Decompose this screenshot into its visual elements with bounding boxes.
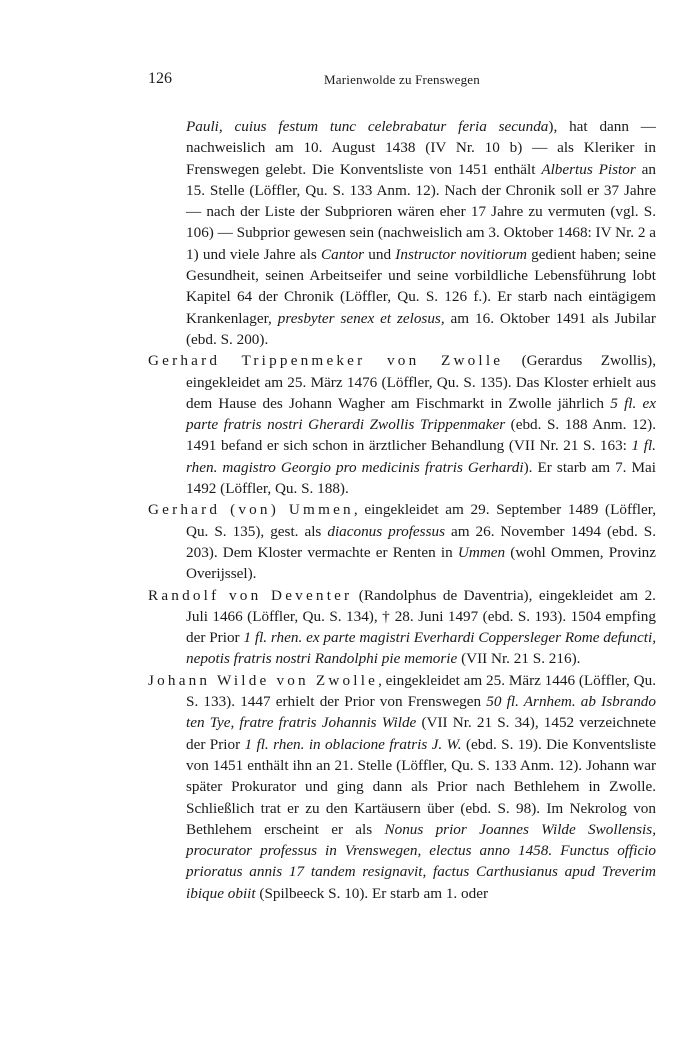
entry-continuation: [148, 116, 656, 350]
text-run: , eingekleidet am 29. September 1489 (Löffler, Qu. S. 135), gest. als: [186, 501, 656, 540]
entry-randolf-deventer: [148, 585, 656, 670]
page-body: [148, 116, 656, 904]
italic-text: 5 fl. ex parte fratris nostri Gherardi Zwollis Trippenmaker: [186, 394, 656, 434]
text-run: ), hat dann — nachweislich am 10. August 1438 (IV Nr. 10 b) — als Kleriker in Frenswegen gelebt. Die Konventsliste von 1451 enthält: [186, 118, 656, 178]
text-run: gedient haben; seine Gesundheit, seinen Arbeitseifer und seine vorbildliche Lebensführung lobt Kapitel 64 der Chronik (Löffler, Qu. S. 126 f.). Er starb nach eintägigem Krankenlager,: [186, 245, 657, 327]
entry-text: [186, 352, 656, 497]
italic-text: 50 fl. Arnhem. ab Isbrando ten Tye, fratre fratris Johannis Wilde: [186, 693, 656, 732]
text-run: (Spilbeeck S. 10). Er starb am 1. oder: [255, 884, 489, 902]
text-run: (wohl Ommen, Provinz Overijssel).: [186, 543, 656, 583]
italic-text: Nonus prior Joannes Wilde Swollensis, procurator professus in Vrenswegen, electus anno 1458. Functus officio prioratus annis 17 tandem resignavit, factus Carthusianus apud Treverim ibique obiit: [186, 820, 656, 902]
italic-text: 1 fl. rhen. ex parte magistri Everhardi Coppersleger Rome defuncti, nepotis fratris nostri Randolphi pie memorie: [186, 629, 656, 668]
entry-text: [186, 118, 656, 348]
entry-text: [186, 672, 656, 902]
entry-johann-wilde: [148, 670, 656, 904]
italic-text: Instructor novitiorum: [395, 245, 527, 263]
text-run: an 15. Stelle (Löffler, Qu. S. 133 Anm. 12). Nach der Chronik soll er 37 Jahre — nach der Liste der Subprioren wären eher 17 Jahre zu vermuten (vgl. S. 106) — Subprior gewesen sein (nachweislich am 3. Oktober 1468: IV Nr. 2 a 1) und viele Jahre als: [186, 160, 657, 263]
entry-name: Johann Wilde von Zwolle: [148, 671, 379, 689]
text-run: , am 16. Oktober 1491 als Jubilar (ebd. S. 200).: [186, 309, 656, 348]
italic-text: diaconus professus: [327, 522, 445, 540]
italic-text: Cantor: [321, 245, 365, 263]
entry-gerhard-ummen: [148, 499, 656, 584]
italic-text: 1 fl. rhen. magistro Georgio pro medicinis fratris Gerhardi: [186, 437, 656, 476]
italic-text: 1 fl. rhen. in oblacione fratris J. W.: [244, 735, 462, 753]
italic-text: Pauli, cuius festum tunc celebrabatur feria secunda: [186, 118, 549, 135]
entry-gerhard-trippenmeker: [148, 350, 656, 499]
page-header: [148, 70, 656, 94]
text-run: (ebd. S. 19). Die Konventsliste von 1451 enthält ihn an 21. Stelle (Löffler, Qu. S. 133 Anm. 12). Johann war später Prokurator und ging dann als Prior nach Bethlehem in Zwolle. Schließlich trat er zu den Kartäusern über (ebd. S. 98). Im Nekrolog von Bethlehem erscheint er als: [186, 735, 656, 838]
text-run: (Randolphus de Daventria), eingekleidet am 2. Juli 1466 (Löffler, Qu. S. 134), † 28. Juni 1497 (ebd. S. 193). 1504 empfing der Prior: [186, 586, 656, 647]
text-run: , eingekleidet am 25. März 1446 (Löffler, Qu. S. 133). 1447 erhielt der Prior von Frenswegen: [186, 671, 656, 711]
text-run: ). Er starb am 7. Mai 1492 (Löffler, Qu. S. 188).: [186, 458, 657, 498]
entry-name: Gerhard Trippenmeker von Zwolle: [148, 352, 504, 370]
text-run: (Gerardus Zwollis), eingekleidet am 25. März 1476 (Löffler, Qu. S. 135). Das Kloster erhielt aus dem Hause des Johann Wagher am Fischmarkt in Zwolle jährlich: [186, 352, 657, 412]
text-run: (VII Nr. 21 S. 34), 1452 verzeichnete der Prior: [186, 714, 657, 753]
text-run: am 26. November 1494 (ebd. S. 203). Dem Kloster vermachte er Renten in: [186, 522, 656, 561]
text-run: (VII Nr. 21 S. 216).: [457, 650, 581, 668]
text-run: (ebd. S. 188 Anm. 12). 1491 befand er sich schon in ärztlicher Behandlung (VII Nr. 21 S. 163:: [186, 416, 656, 455]
text-run: und: [364, 245, 396, 263]
italic-text: presbyter senex et zelosus: [277, 309, 441, 327]
running-head: Marienwolde zu Frenswegen: [324, 72, 480, 87]
entry-name: Gerhard (von) Ummen: [148, 501, 354, 519]
italic-text: Albertus Pistor: [541, 160, 636, 178]
entry-name: Randolf von Deventer: [148, 586, 353, 604]
italic-text: Ummen: [457, 543, 506, 561]
page-number: 126: [148, 70, 172, 87]
